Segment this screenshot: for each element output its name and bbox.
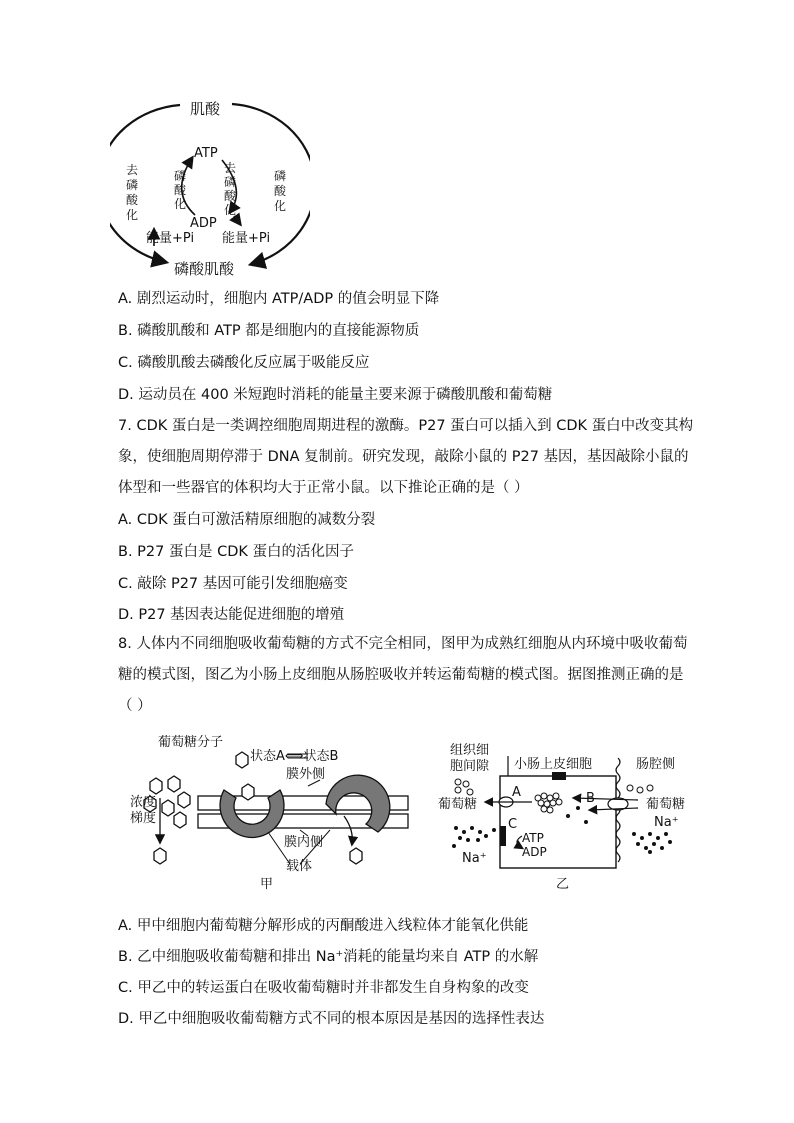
glucose-molecule-inside-left xyxy=(154,848,166,864)
q8-stem-line-1: 8. 人体内不同细胞吸收葡萄糖的方式不完全相同，图甲为成熟红细胞从内环境中吸收葡萄 xyxy=(118,636,688,652)
sodium-ions-left xyxy=(452,826,496,848)
label-right-outer-2: 化 xyxy=(274,199,287,213)
label-cell: 小肠上皮细胞 xyxy=(514,757,593,772)
q7-option-b: B. P27 蛋白是 CDK 蛋白的活化因子 xyxy=(118,544,354,560)
label-b: B xyxy=(586,791,595,806)
carrier-protein-state-a xyxy=(220,784,284,837)
label-right-inner-1: 磷 xyxy=(224,175,237,189)
caption-yi: 乙 xyxy=(556,877,570,892)
label-na-left: Na⁺ xyxy=(462,851,487,866)
label-adp: ADP xyxy=(522,845,547,859)
caption-jia: 甲 xyxy=(260,877,274,892)
arrow-glucose-in xyxy=(574,798,638,800)
sodium-ions-inside xyxy=(566,806,588,824)
q8-option-a: A. 甲中细胞内葡萄糖分解形成的丙酮酸进入线粒体才能氧化供能 xyxy=(118,918,529,934)
q6-option-b: B. 磷酸肌酸和 ATP 都是细胞内的直接能源物质 xyxy=(118,323,420,339)
q6-option-a: A. 剧烈运动时，细胞内 ATP/ADP 的值会明显下降 xyxy=(118,291,440,307)
glucose-interstitial xyxy=(455,779,473,795)
glucose-inside-cell xyxy=(535,793,562,813)
q6-option-c: C. 磷酸肌酸去磷酸化反应属于吸能反应 xyxy=(118,355,370,371)
label-c: C xyxy=(508,817,518,832)
q7-option-c: C. 敲除 P27 基因可能引发细胞癌变 xyxy=(118,576,348,592)
q6-option-d: D. 运动员在 400 米短跑时消耗的能量主要来源于磷酸肌酸和葡萄糖 xyxy=(118,387,553,403)
label-inside: 膜内侧 xyxy=(284,835,324,850)
q8-option-d: D. 甲乙中细胞吸收葡萄糖方式不同的根本原因是基因的选择性表达 xyxy=(118,1011,545,1027)
label-adp: ADP xyxy=(190,216,217,231)
figure-yi-diagram xyxy=(438,738,700,892)
label-na-right: Na⁺ xyxy=(654,815,679,830)
label-right-inner-3: 化 xyxy=(224,203,237,217)
label-lumen: 肠腔侧 xyxy=(636,757,676,772)
label-state: 状态A⟺状态B xyxy=(250,749,339,764)
label-right-inner-0: 去 xyxy=(224,161,237,175)
label-left-outer-3: 化 xyxy=(126,208,139,222)
label-energy-right: 能量+Pi xyxy=(222,231,271,246)
tight-junction xyxy=(552,772,566,780)
label-carrier: 载体 xyxy=(286,859,313,874)
q7-stem-line-3: 体型和一些器官的体积均大于正常小鼠。以下推论正确的是（ ） xyxy=(118,480,529,496)
label-creatine: 肌酸 xyxy=(190,100,221,118)
label-left-inner-1: 酸 xyxy=(174,183,187,197)
label-left-inner-0: 磷 xyxy=(174,169,187,183)
q7-option-a: A. CDK 蛋白可激活精原细胞的减数分裂 xyxy=(118,512,376,528)
label-glucose-left: 葡萄糖 xyxy=(438,797,478,812)
pump-c xyxy=(500,826,506,846)
label-right-inner-2: 酸 xyxy=(224,189,237,203)
glucose-lumen xyxy=(627,785,653,793)
q7-option-d: D. P27 基因表达能促进细胞的增殖 xyxy=(118,607,345,623)
glucose-molecule-inside-right xyxy=(350,848,362,864)
label-interstitial-1: 胞间隙 xyxy=(450,759,490,774)
q7-stem-line-1: 7. CDK 蛋白是一类调控细胞周期进程的激酶。P27 蛋白可以插入到 CDK 蛋白中改变其构 xyxy=(118,418,694,434)
label-right-outer-0: 磷 xyxy=(274,169,287,183)
q8-stem-line-3: （ ） xyxy=(118,698,152,714)
label-left-outer-2: 酸 xyxy=(126,193,139,207)
q8-stem-line-2: 糖的模式图，图乙为小肠上皮细胞从肠腔吸收并转运葡萄糖的模式图。据图推测正确的是 xyxy=(118,667,684,683)
q7-stem-line-2: 象，使细胞周期停滞于 DNA 复制前。研究发现，敲除小鼠的 P27 基因，基因敲除小鼠的 xyxy=(118,449,689,465)
figure-jia-diagram xyxy=(130,730,420,892)
label-left-outer-1: 磷 xyxy=(126,178,139,192)
arrow-adp-to-energy xyxy=(234,216,240,224)
label-interstitial-0: 组织细 xyxy=(450,743,490,758)
label-gradient-0: 浓度 xyxy=(130,795,157,810)
label-gradient-1: 梯度 xyxy=(130,811,157,826)
label-outside: 膜外侧 xyxy=(286,767,326,782)
label-a: A xyxy=(512,785,521,800)
label-glucose-right: 葡萄糖 xyxy=(646,797,686,812)
label-atp: ATP xyxy=(194,146,218,161)
label-left-outer-0: 去 xyxy=(126,163,139,177)
label-left-inner-2: 化 xyxy=(174,197,187,211)
label-energy-left: 能量+Pi xyxy=(146,231,195,246)
creatine-cycle-diagram xyxy=(110,92,310,284)
label-glucose-molecule: 葡萄糖分子 xyxy=(158,735,224,750)
label-atp: ATP xyxy=(522,831,544,845)
q8-option-c: C. 甲乙中的转运蛋白在吸收葡萄糖时并非都发生自身构象的改变 xyxy=(118,980,529,996)
label-right-outer-1: 酸 xyxy=(274,184,287,198)
q8-option-b: B. 乙中细胞吸收葡萄糖和排出 Na⁺消耗的能量均来自 ATP 的水解 xyxy=(118,949,539,965)
sodium-ions-right xyxy=(632,832,672,854)
label-phosphocreatine: 磷酸肌酸 xyxy=(174,260,235,278)
